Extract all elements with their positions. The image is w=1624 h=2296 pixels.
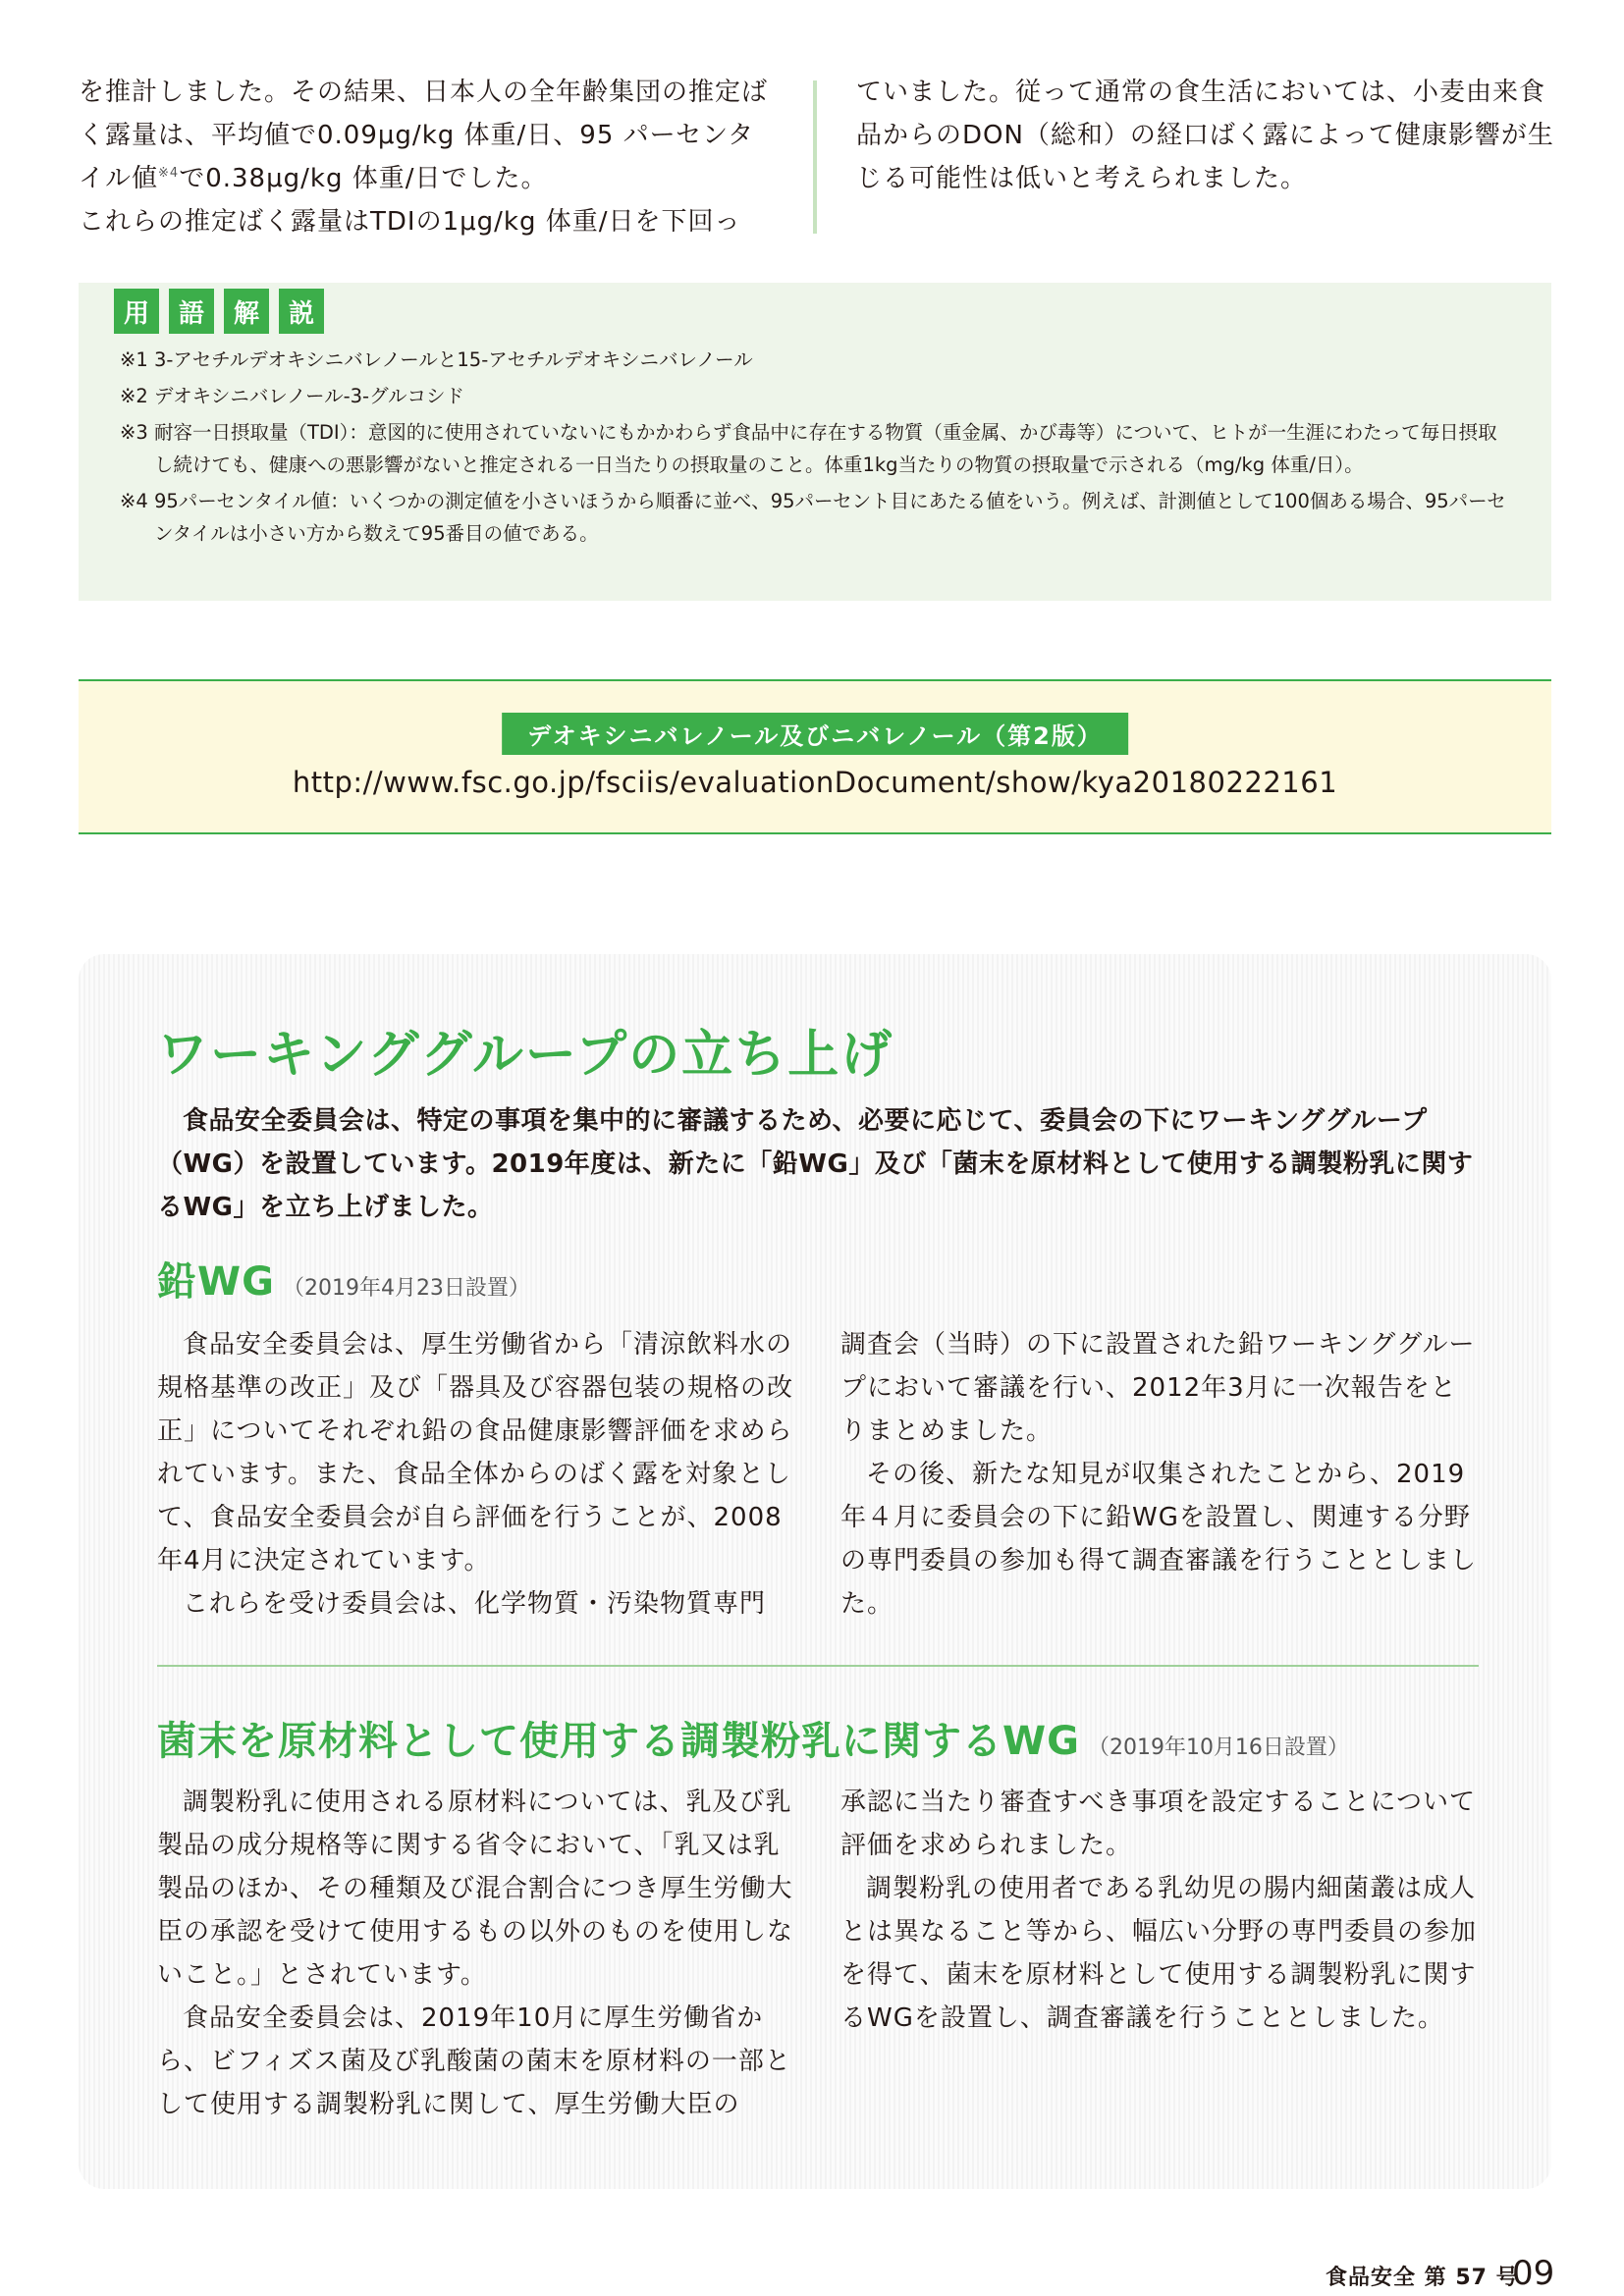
glossary-item-text: 耐容一日摂取量（TDI）：意図的に使用されていないにもかかわらず食品中に存在する物質（重金属、かび毒等）について、ヒトが一生涯にわたって毎日摂取し続けても、健康への悪影響がないと推定される一日当たりの摂取量のこと。体重1kg当たりの物質の摂取量で示される（mg/kg 体重/日）。 (153, 421, 1497, 476)
glossary-title-char: 説 (279, 289, 324, 334)
glossary-item-mark: ※4 (120, 490, 154, 512)
lead-wg-heading (157, 1251, 530, 1307)
glossary-item-text: 3-アセチルデオキシニバレノールと15-アセチルデオキシニバレノール (153, 348, 753, 371)
glossary-item (120, 344, 1514, 376)
paragraph: その後、新たな知見が収集されたことから、2019年４月に委員会の下に鉛WGを設置し、関連する分野の専門委員の参加も得て調査審議を行うこととしました。 (840, 1460, 1478, 1619)
glossary-title (114, 289, 324, 334)
glossary-item (120, 485, 1514, 550)
section-intro: 食品安全委員会は、特定の事項を集中的に審議するため、必要に応じて、委員会の下にワーキンググループ（WG）を設置しています。2019年度は、新たに「鉛WG」及び「菌末を原材料として使用する調製粉乳に関するWG」を立ち上げました。 (157, 1106, 1474, 1222)
glossary-title-char: 解 (224, 289, 269, 334)
lead-wg-left-column (157, 1323, 795, 1626)
paragraph: 調製粉乳の使用者である乳幼児の腸内細菌叢は成人とは異なること等から、幅広い分野の専門委員の参加を得て、菌末を原材料として使用する調製粉乳に関するWGを設置し、調査審議を行うこととしました。 (840, 1874, 1478, 2033)
section-heading: ワーキンググループの立ち上げ (157, 1026, 894, 1085)
reference-title-badge: デオキシニバレノール及びニバレノール（第2版） (502, 713, 1128, 755)
glossary-box (79, 283, 1551, 601)
reference-url-link[interactable]: http://www.fsc.go.jp/fsciis/evaluationDocument/show/kya20180222161 (292, 766, 1338, 799)
glossary-item-mark: ※2 (120, 385, 154, 407)
glossary-item (120, 416, 1514, 481)
top-left-column (79, 71, 778, 243)
glossary-title-char: 用 (114, 289, 159, 334)
paragraph: 承認に当たり審査すべき事項を設定することについて評価を求められました。 (840, 1788, 1476, 1860)
glossary-title-char: 語 (169, 289, 214, 334)
lead-wg-right-column (840, 1323, 1479, 1626)
lead-wg-title: 鉛WG (157, 1259, 275, 1305)
section-divider (157, 1665, 1479, 1667)
top-right-column (856, 71, 1555, 200)
paragraph: 調査会（当時）の下に設置された鉛ワーキンググループにおいて審議を行い、2012年3月に一次報告をとりまとめました。 (840, 1330, 1476, 1446)
page-number: 09 (1512, 2254, 1555, 2293)
column-divider (813, 80, 817, 234)
magazine-issue: 食品安全 第 57 号 (1326, 2266, 1519, 2290)
glossary-item-text: デオキシニバレノール-3-グルコシド (153, 385, 465, 407)
top-left-paragraph-1: を推計しました。その結果、日本人の全年齢集団の推定ばく露量は、平均値で0.09μg/kg 体重/日、95 パーセンタイル値$^{※4}$で0.38μg/kg 体重/日でした。 (79, 78, 769, 193)
paragraph: これらを受け委員会は、化学物質・汚染物質専門 (183, 1589, 767, 1619)
top-left-paragraph-2: これらの推定ばく露量はTDIの1μg/kg 体重/日を下回っ (79, 207, 741, 237)
glossary-item-mark: ※1 (120, 348, 154, 371)
milk-wg-left-column (157, 1781, 795, 2126)
milk-wg-right-column (840, 1781, 1479, 2040)
footnote-ref-4: ※4 (158, 166, 180, 181)
reference-link-box (79, 679, 1551, 834)
glossary-item (120, 380, 1514, 412)
glossary-item-text: 95パーセンタイル値：いくつかの測定値を小さいほうから順番に並べ、95パーセント目にあたる値をいう。例えば、計測値として100個ある場合、95パーセンタイルは小さい方から数えて95番目の値である。 (153, 490, 1506, 545)
top-right-paragraph-1: ていました。従って通常の食生活においては、小麦由来食品からのDON（総和）の経口ばく露によって健康影響が生じる可能性は低いと考えられました。 (856, 78, 1554, 193)
glossary-list (120, 344, 1514, 554)
lead-wg-date: （2019年4月23日設置） (282, 1276, 530, 1301)
glossary-item-mark: ※3 (120, 421, 154, 444)
milk-wg-heading (157, 1710, 1349, 1766)
milk-wg-date: （2019年10月16日設置） (1087, 1735, 1349, 1760)
working-group-panel (79, 954, 1551, 2189)
paragraph: 食品安全委員会は、厚生労働省から「清涼飲料水の規格基準の改正」及び「器具及び容器包装の規格の改正」についてそれぞれ鉛の食品健康影響評価を求められています。また、食品全体からのばく露を対象として、食品安全委員会が自ら評価を行うことが、2008年4月に決定されています。 (157, 1330, 794, 1575)
milk-wg-title: 菌末を原材料として使用する調製粉乳に関するWG (157, 1719, 1080, 1764)
paragraph: 食品安全委員会は、2019年10月に厚生労働省から、ビフィズス菌及び乳酸菌の菌末を原材料の一部として使用する調製粉乳に関して、厚生労働大臣の (157, 2003, 791, 2119)
paragraph: 調製粉乳に使用される原材料については、乳及び乳製品の成分規格等に関する省令において、「乳又は乳製品のほか、その種類及び混合割合につき厚生労働大臣の承認を受けて使用するもの以外のものを使用しないこと。」とされています。 (157, 1788, 794, 1990)
